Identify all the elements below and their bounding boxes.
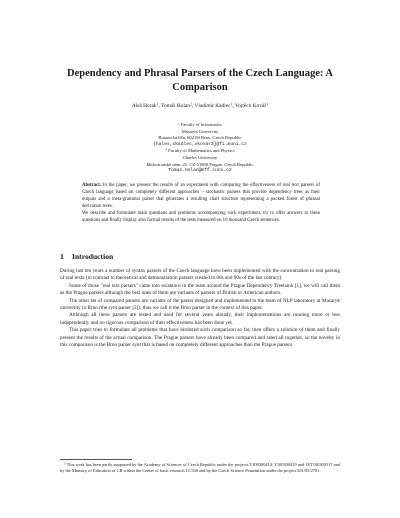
abstract xyxy=(82,183,320,224)
author-affiliation-mark: 2 xyxy=(189,102,192,107)
author-list: Aleš Horák$^1$, Tomáš Holan$^2$, Vladimír Kadlec$^1$, Vojtěch Kovář$^1$ xyxy=(131,102,269,109)
affiliation-email: {hales,xkadlec,xkovar3}@fi.muni.cz xyxy=(153,141,247,147)
affiliation-mark: 1 xyxy=(178,121,180,126)
section-number: 1 xyxy=(60,252,64,261)
affiliation-email: Tomas.Holan@mff.cuni.cz xyxy=(168,168,232,174)
section-heading xyxy=(60,252,113,261)
author-affiliation-mark: 1 xyxy=(230,102,233,107)
author-affiliation-mark: 1 xyxy=(266,102,269,107)
body-paragraph: This paper tries to formulate all problems that have hindered such comparison so far, then offers a solution of them and finally present the results of the actual comparison. The Prague parsers have already been compared and rated all together, so the novelty in this comparison is the Brno parser synt that is based on completely different approaches than the Prague parsers. xyxy=(60,327,340,349)
footnote xyxy=(60,462,340,475)
abstract-label: Abstract. xyxy=(82,183,102,188)
affiliations xyxy=(80,122,320,175)
body-paragraph: Some of those "real text parsers" came into existence in the team around the Prague Dependency Treebank [1], we will call them as the Prague parsers although the best ones of them are variants of parsers of British or American authors. xyxy=(60,282,340,297)
body-text xyxy=(60,268,340,349)
affiliation-line: $^2$ Faculty of Mathematics and Physics xyxy=(165,147,235,154)
author-name: Vladimír Kadlec xyxy=(194,103,231,109)
author-affiliation-mark: 1 xyxy=(156,102,159,107)
body-paragraph: The other set of compared parsers are variants of the parser designed and implemented in the team of NLP laboratory at Masaryk university in Brno (the synt parser [2]), thus we call it the Brno parser in the context of this paper. xyxy=(60,297,340,312)
body-paragraph: During last ten years a number of syntax parsers of the Czech language have been implemented with the concentration to real parsing of real texts (in contrast to theoretical and demonstration parsers created in 80s and 90s of the last century). xyxy=(60,268,340,282)
section-title: Introduction xyxy=(72,252,114,261)
footnote-mark: 1 xyxy=(64,461,66,466)
footnote-text: This work has been partly supported by the Academy of Sciences of Czech Republic under the projects T100300414, T100300419 and 1ET100300517 and by the Ministry of Education of CR within the Center of basic research LC536 and by the Czech Science Foundation under the project 201/05/2781. xyxy=(60,462,340,474)
author-name: Tomáš Holan xyxy=(161,103,190,109)
affiliation-mark: 2 xyxy=(165,147,167,152)
abstract-paragraph: Abstract. In the paper, we present the results of an experiment with comparing the effectiveness of real text parsers of Czech language based on completely different approaches – stochastic parsers that provide dependency trees as their outputs and a meta-grammar parser that generates a resulting chart structure representing a packed forest of phrasal derivation trees. xyxy=(82,183,321,209)
affiliation-line: Masaryk University xyxy=(181,128,219,134)
affiliation-line: Malostranské nám. 25, CZ-11800 Prague, Czech Republic xyxy=(146,161,254,167)
paper-title: Dependency and Phrasal Parsers of the Czech Language: A Comparison xyxy=(67,68,333,93)
body-paragraph: Although all these parsers are tested and used for several years already, their implementations are running more or less independently and no rigorous comparison of their effectiveness has been done yet. xyxy=(60,312,340,326)
affiliation-line: Charles University xyxy=(182,154,218,160)
abstract-paragraph: We describe and formulate main questions and problems accompanying such experiment, try to offer answers to these questions and finally display also factual results of the tests measured on 10 thousand Czech sentences. xyxy=(82,210,320,223)
footnote-rule xyxy=(60,459,132,460)
affiliation-line: Botanická 68a, 602 00 Brno, Czech Republic xyxy=(158,135,242,141)
author-name: Vojtěch Kovář xyxy=(235,103,267,109)
affiliation-line: $^1$ Faculty of Informatics xyxy=(178,121,222,127)
author-name: Aleš Horák xyxy=(131,103,157,109)
